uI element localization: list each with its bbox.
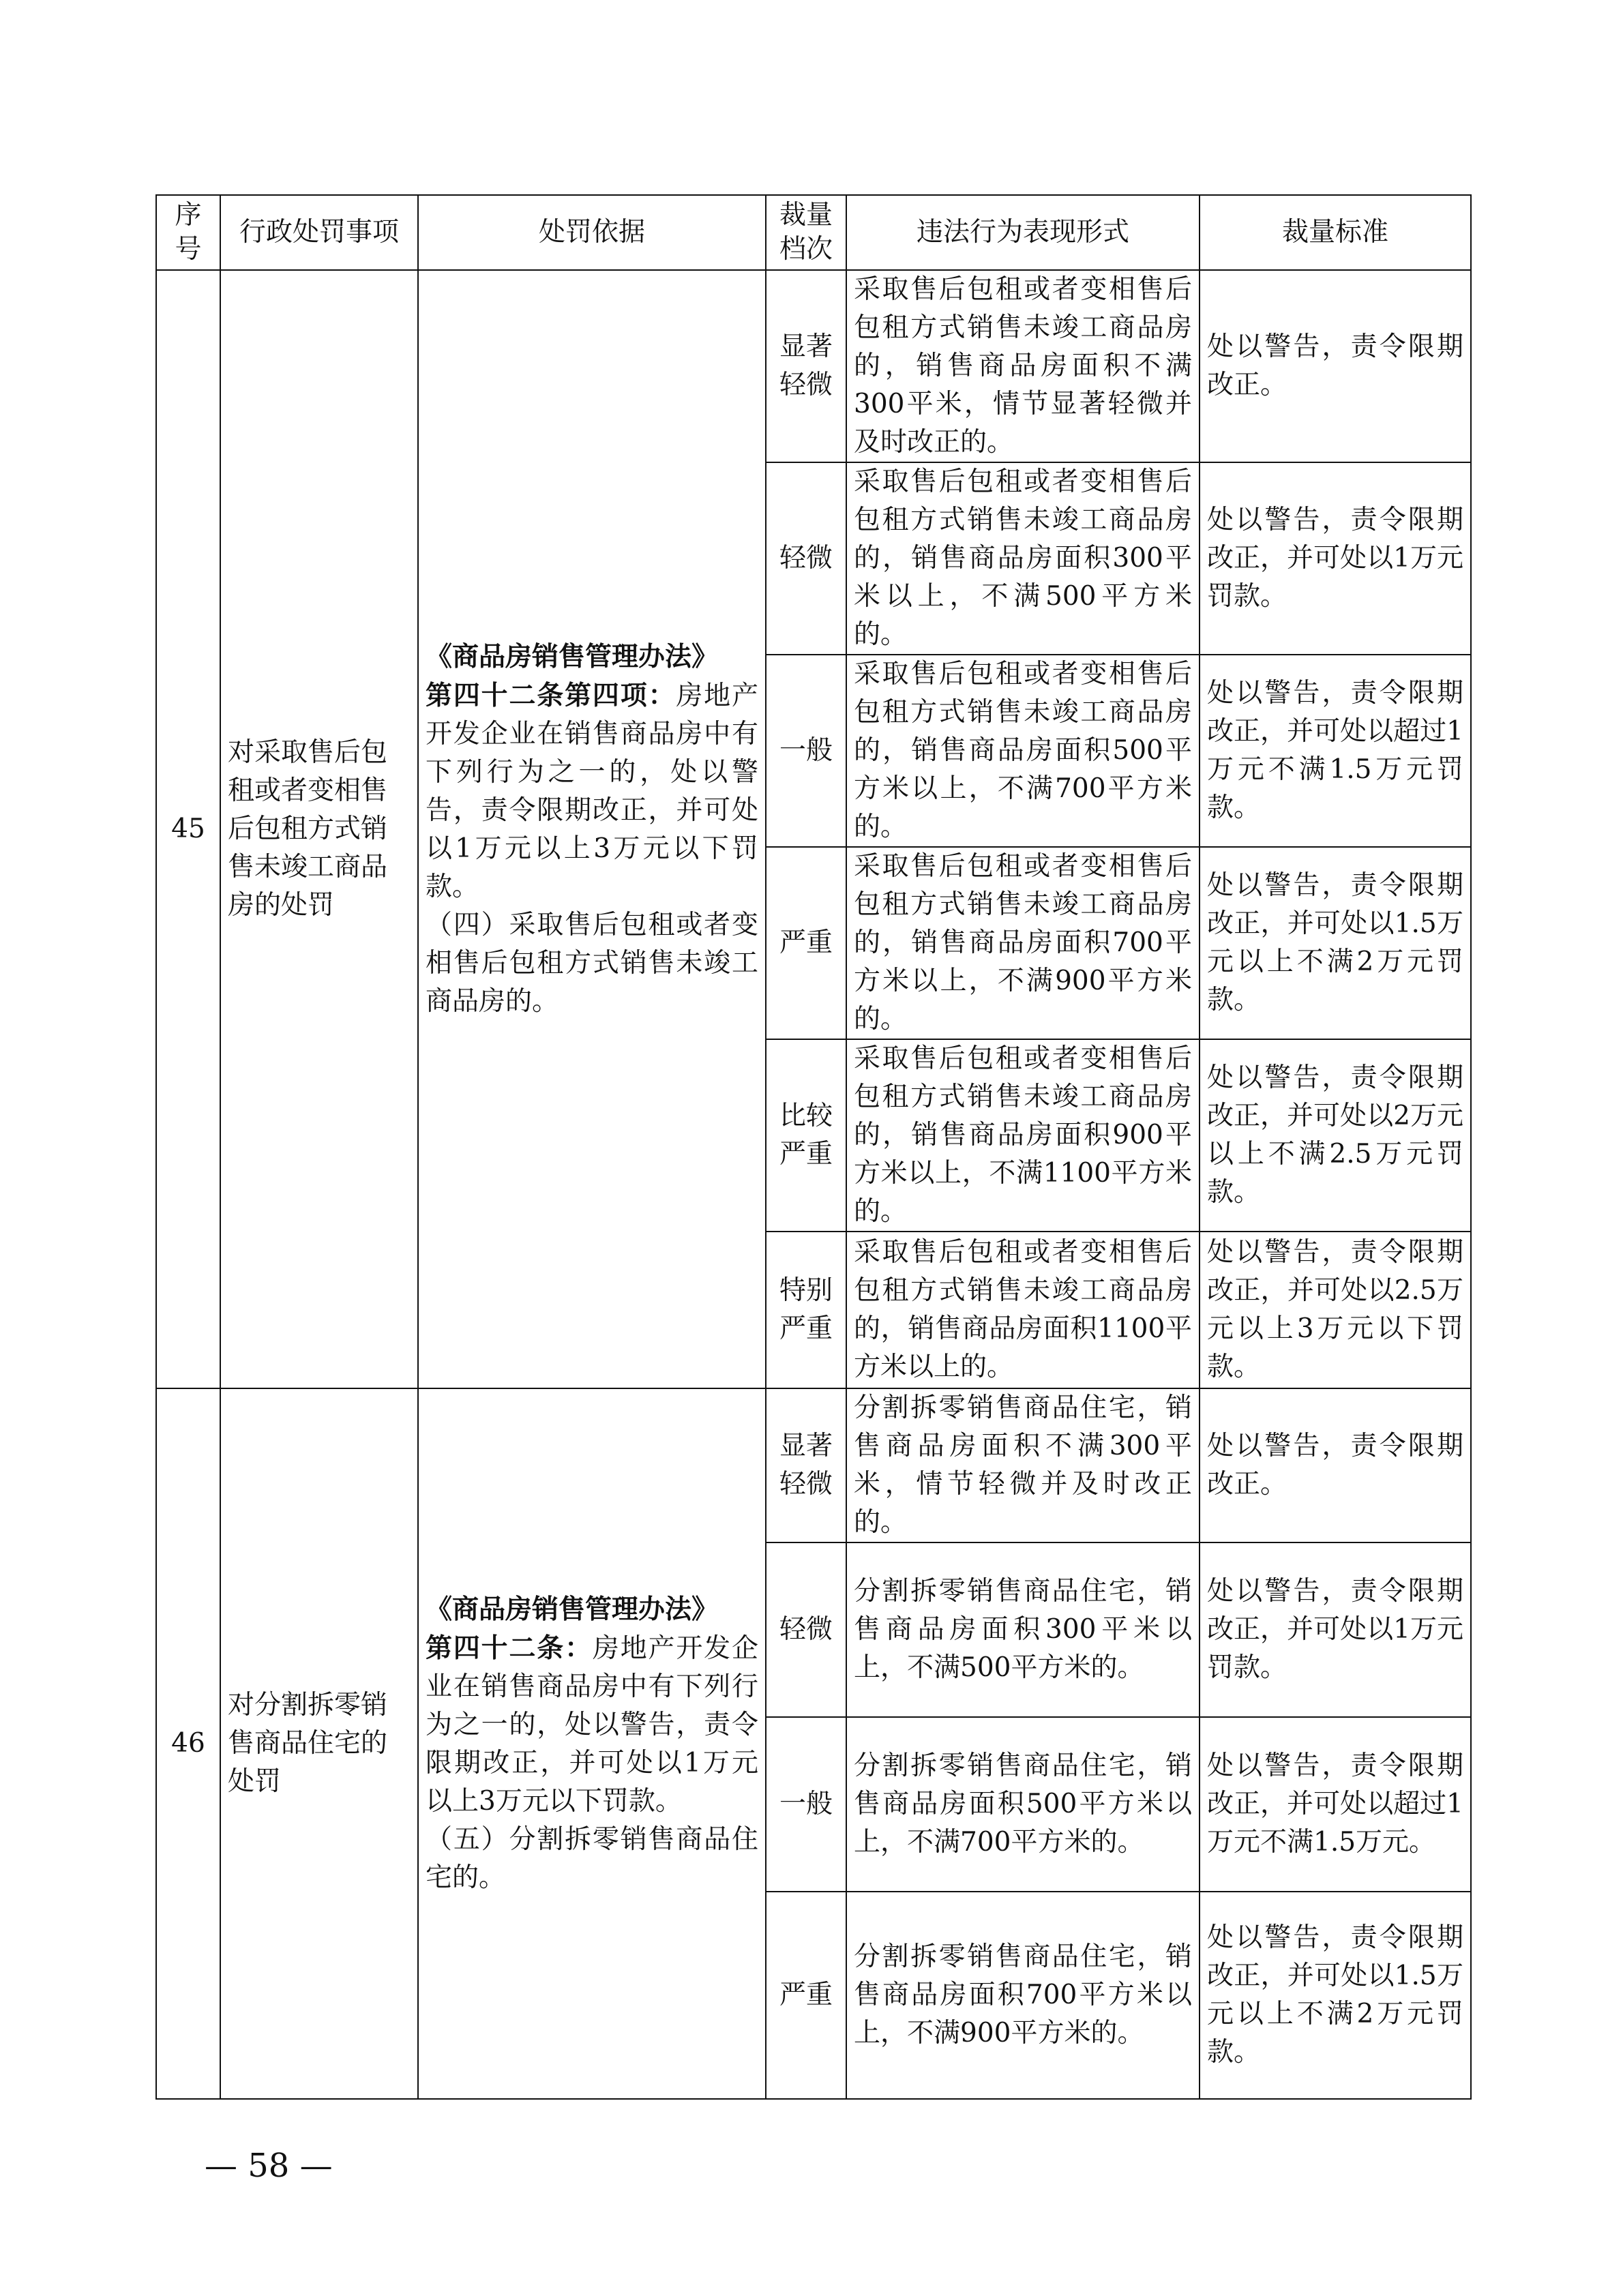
discretion-level: 一般: [766, 1717, 846, 1892]
violation-form: 采取售后包租或者变相售后包租方式销售未竣工商品房的，销售商品房面积300平米以上，不满500平方米的。: [846, 462, 1200, 655]
discretion-level: 显著轻微: [766, 1388, 846, 1542]
violation-form: 采取售后包租或者变相售后包租方式销售未竣工商品房的，销售商品房面积500平方米以上，不满700平方米的。: [846, 655, 1200, 847]
discretion-level: 显著轻微: [766, 270, 846, 462]
discretion-level: 一般: [766, 655, 846, 847]
violation-form: 分割拆零销售商品住宅，销售商品房面积500平方米以上，不满700平方米的。: [846, 1717, 1200, 1892]
penalty-item: 对分割拆零销售商品住宅的处罚: [220, 1388, 418, 2099]
discretion-standard: 处以警告，责令限期改正，并可处以1.5万元以上不满2万元罚款。: [1200, 1892, 1471, 2099]
discretion-standard: 处以警告，责令限期改正，并可处以1.5万元以上不满2万元罚款。: [1200, 847, 1471, 1039]
basis-text: 房地产开发企业在销售商品房中有下列行为之一的，处以警告，责令限期改正，并可处以1万元以上3万元以下罚款。: [426, 1633, 758, 1817]
discretion-standard: 处以警告，责令限期改正，并可处以2万元以上不满2.5万元罚款。: [1200, 1039, 1471, 1232]
basis-article: 第四十二条第四项：: [426, 680, 676, 711]
violation-form: 分割拆零销售商品住宅，销售商品房面积700平方米以上，不满900平方米的。: [846, 1892, 1200, 2099]
table-row: [156, 270, 1471, 462]
discretion-level: 比较严重: [766, 1039, 846, 1232]
table-row: [156, 1388, 1471, 1542]
discretion-level: 特别严重: [766, 1232, 846, 1388]
violation-form: 分割拆零销售商品住宅，销售商品房面积300平米以上，不满500平方米的。: [846, 1542, 1200, 1717]
page-number: — 58 —: [205, 2147, 333, 2185]
item-number: 45: [156, 270, 220, 1388]
header-form: 违法行为表现形式: [846, 195, 1200, 270]
discretion-level: 轻微: [766, 462, 846, 655]
header-basis: 处罚依据: [418, 195, 766, 270]
basis-regulation-title: 《商品房销售管理办法》: [426, 641, 719, 672]
header-no: 序号: [156, 195, 220, 270]
discretion-standard: 处以警告，责令限期改正，并可处以1万元罚款。: [1200, 462, 1471, 655]
violation-form: 采取售后包租或者变相售后包租方式销售未竣工商品房的，销售商品房面积不满300平米，情节显著轻微并及时改正的。: [846, 270, 1200, 462]
header-level: 裁量档次: [766, 195, 846, 270]
discretion-standard: 处以警告，责令限期改正，并可处以1万元罚款。: [1200, 1542, 1471, 1717]
penalty-basis: [418, 270, 766, 1388]
penalty-item: 对采取售后包租或者变相售后包租方式销售未竣工商品房的处罚: [220, 270, 418, 1388]
discretion-standard: 处以警告，责令限期改正。: [1200, 1388, 1471, 1542]
item-number: 46: [156, 1388, 220, 2099]
header-standard: 裁量标准: [1200, 195, 1471, 270]
discretion-level: 严重: [766, 1892, 846, 2099]
basis-text: 房地产开发企业在销售商品房中有下列行为之一的，处以警告，责令限期改正，并可处以1万元以上3万元以下罚款。: [426, 681, 758, 902]
penalty-basis: [418, 1388, 766, 2099]
violation-form: 分割拆零销售商品住宅，销售商品房面积不满300平米，情节轻微并及时改正的。: [846, 1388, 1200, 1542]
violation-form: 采取售后包租或者变相售后包租方式销售未竣工商品房的，销售商品房面积900平方米以上，不满1100平方米的。: [846, 1039, 1200, 1232]
header-item: 行政处罚事项: [220, 195, 418, 270]
discretion-standard: 处以警告，责令限期改正，并可处以2.5万元以上3万元以下罚款。: [1200, 1232, 1471, 1388]
table-body: [156, 270, 1471, 2099]
basis-clause: （四）采取售后包租或者变相售后包租方式销售未竣工商品房的。: [426, 910, 758, 1017]
table-header-row: [156, 195, 1471, 270]
basis-regulation-title: 《商品房销售管理办法》: [426, 1594, 719, 1625]
violation-form: 采取售后包租或者变相售后包租方式销售未竣工商品房的，销售商品房面积1100平方米以上的。: [846, 1232, 1200, 1388]
violation-form: 采取售后包租或者变相售后包租方式销售未竣工商品房的，销售商品房面积700平方米以上，不满900平方米的。: [846, 847, 1200, 1039]
discretion-standard: 处以警告，责令限期改正，并可处以超过1万元不满1.5万元。: [1200, 1717, 1471, 1892]
discretion-level: 轻微: [766, 1542, 846, 1717]
penalty-discretion-table: [155, 194, 1472, 2100]
discretion-level: 严重: [766, 847, 846, 1039]
discretion-standard: 处以警告，责令限期改正。: [1200, 270, 1471, 462]
discretion-standard: 处以警告，责令限期改正，并可处以超过1万元不满1.5万元罚款。: [1200, 655, 1471, 847]
basis-clause: （五）分割拆零销售商品住宅的。: [426, 1824, 758, 1893]
basis-article: 第四十二条：: [426, 1632, 593, 1664]
